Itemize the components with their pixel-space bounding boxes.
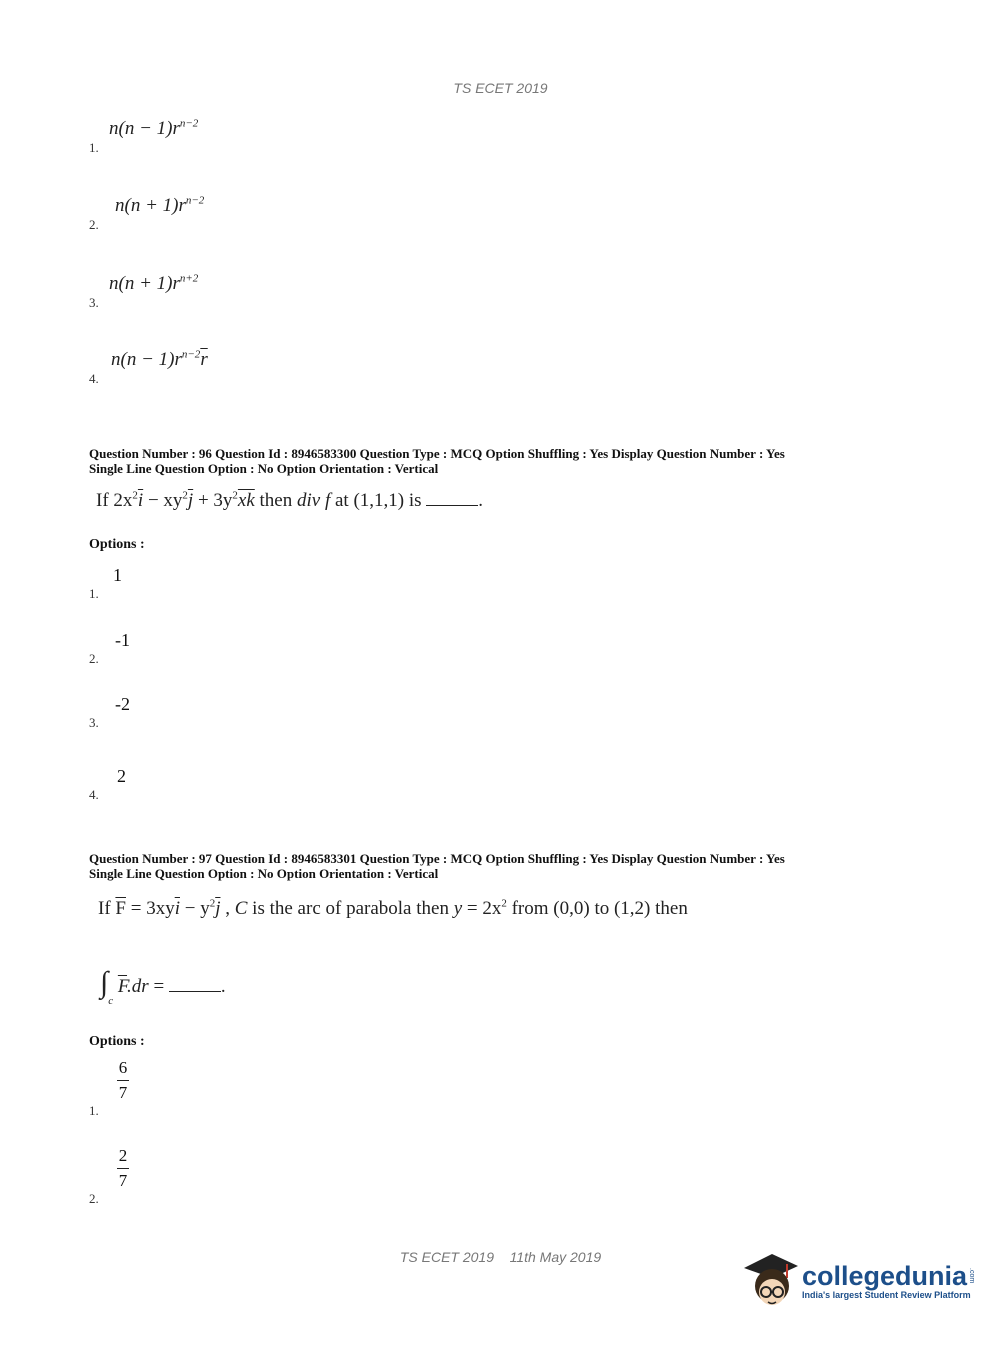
q97-integral: $\int_c$ $\overline{F}.dr$ = . [100,966,226,1007]
q97-option-1 [89,1058,129,1119]
fraction-numerator: 6 [118,1058,128,1077]
integral-sign: ∫ [100,966,109,999]
q96-options-label: Options : [89,537,145,552]
prev-option-3 [89,273,198,311]
page-header: TS ECET 2019 [453,80,548,96]
q97-question: If $\overline{F} = 3xy\overline{i} - y^2\overline{j}$ , C is the arc of parabola then $y = 2x^2$ from (0,0) to (1,2) then [98,897,688,919]
option-fraction [117,1058,129,1103]
option-value: -2 [115,694,130,714]
fraction-denominator: 7 [118,1083,128,1102]
option-exponent: n−2 [179,117,199,130]
logo-suffix: .com [968,1268,976,1284]
prev-option-2 [89,195,204,233]
fraction-bar [117,1168,129,1169]
option-number: 3. [89,715,99,730]
option-fraction [117,1146,129,1191]
option-exponent: n+2 [179,272,199,285]
q96-option-1 [89,565,122,602]
logo-tagline: India's largest Student Review Platform [802,1290,971,1300]
q97-meta [89,851,909,881]
logo-brand: collegedunia [802,1261,968,1291]
option-number: 4. [89,787,99,802]
option-expr: n(n − 1)r [109,118,180,139]
option-expr: n(n − 1)r [111,349,182,370]
q97-options-label: Options : [89,1034,145,1049]
q96-meta [89,446,909,476]
option-value: 1 [113,565,122,585]
option-number: 2. [89,217,99,232]
q96-question: If $2x^2\overline{i} - xy^2\overline{j} + 3y^2\overline{xk}$ then div f at (1,1,1) is . [96,489,484,511]
option-expr: n(n + 1)r [109,273,180,294]
option-vector: $\overline{r}$ [200,349,208,370]
q96-option-2 [89,630,130,667]
footer-date: 11th May 2019 [509,1249,602,1265]
answer-blank [169,977,221,992]
prev-option-4 [89,349,208,387]
option-number: 4. [89,371,99,386]
q97-option-2 [89,1146,129,1207]
option-number: 1. [89,1103,99,1118]
answer-blank [426,491,478,506]
q96-meta-line1: Question Number : 96 Question Id : 8946583300 Question Type : MCQ Option Shuffling : Yes Display Question Number : Yes [89,446,785,461]
q97-meta-line2: Single Line Question Option : No Option Orientation : Vertical [89,866,439,881]
option-exponent: n−2 [185,194,205,207]
fraction-numerator: 2 [118,1146,128,1165]
logo-text [802,1262,975,1300]
mascot-icon [742,1250,800,1312]
footer-exam: TS ECET 2019 [399,1249,494,1265]
fraction-denominator: 7 [118,1171,128,1190]
option-value: 2 [117,766,126,786]
option-number: 2. [89,651,99,666]
q97-meta-line1: Question Number : 97 Question Id : 8946583301 Question Type : MCQ Option Shuffling : Yes Display Question Number : Yes [89,851,785,866]
option-expr: n(n + 1)r [115,195,186,216]
option-exponent: n−2 [181,348,201,361]
option-number: 1. [89,140,99,155]
q96-option-3 [89,694,130,731]
collegedunia-logo[interactable] [742,1250,975,1312]
option-number: 2. [89,1191,99,1206]
integral-subscript: c [108,995,114,1007]
option-number: 3. [89,295,99,310]
q96-meta-line2: Single Line Question Option : No Option Orientation : Vertical [89,461,439,476]
fraction-bar [117,1080,129,1081]
prev-option-1 [89,118,198,156]
option-value: -1 [115,630,130,650]
q96-option-4 [89,766,126,803]
option-number: 1. [89,586,99,601]
